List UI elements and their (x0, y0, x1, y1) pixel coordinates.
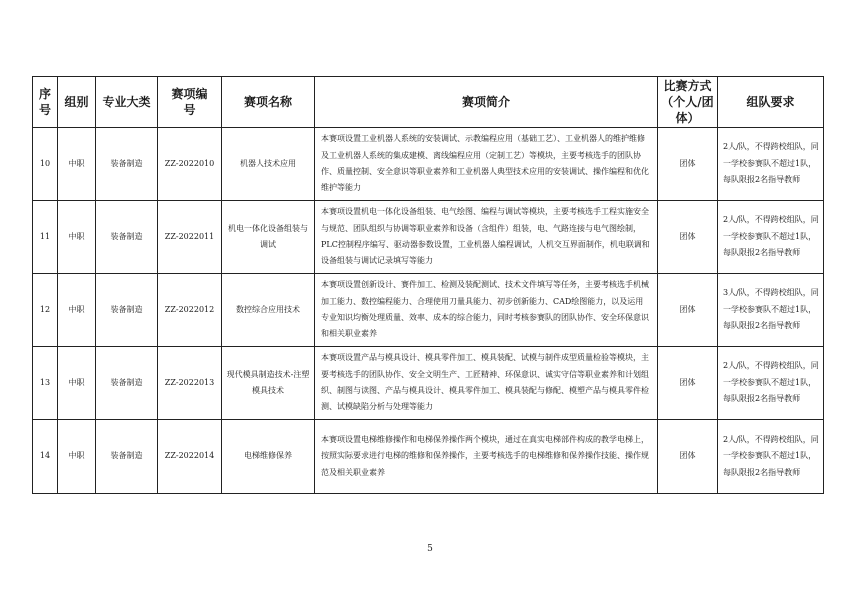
table-row (33, 347, 824, 420)
table-row (33, 274, 824, 347)
header-intro: 赛项简介 (315, 77, 658, 128)
cell-name: 数控综合应用技术 (222, 274, 315, 347)
cell-code: ZZ-2022012 (158, 274, 222, 347)
cell-major: 装备制造 (96, 128, 158, 201)
cell-mode: 团体 (658, 347, 718, 420)
header-team: 组队要求 (718, 77, 824, 128)
cell-name: 电梯维修保养 (222, 420, 315, 494)
cell-code: ZZ-2022010 (158, 128, 222, 201)
competition-table-wrapper (32, 76, 824, 494)
cell-group: 中职 (58, 128, 96, 201)
table-row (33, 420, 824, 494)
cell-team: 3人/队，不得跨校组队，同一学校参赛队不超过1队，每队限报2名指导教师 (718, 274, 824, 347)
cell-intro: 本赛项设置工业机器人系统的安装调试、示教编程应用（基础工艺）、工业机器人的维护维修及工业机器人系统的集成建模、离线编程应用（定制工艺）等模块，主要考核选手的团队协作、质量控制、安全意识等职业素养和工业机器人典型技术应用的安装调试、操作编程和优化维护等能力 (315, 128, 658, 201)
page-number: 5 (427, 544, 433, 554)
cell-group: 中职 (58, 274, 96, 347)
cell-mode: 团体 (658, 201, 718, 274)
cell-group: 中职 (58, 347, 96, 420)
cell-group: 中职 (58, 201, 96, 274)
cell-intro: 本赛项设置电梯维修操作和电梯保养操作两个模块，通过在真实电梯部件构成的教学电梯上，按照实际要求进行电梯的维修和保养操作，主要考核选手的电梯维修和保养操作技能、操作规范及相关职业素养 (315, 420, 658, 494)
cell-major: 装备制造 (96, 201, 158, 274)
header-name: 赛项名称 (222, 77, 315, 128)
cell-seq: 14 (33, 420, 58, 494)
cell-major: 装备制造 (96, 420, 158, 494)
table-header-row (33, 77, 824, 128)
header-group: 组别 (58, 77, 96, 128)
cell-code: ZZ-2022013 (158, 347, 222, 420)
cell-team: 2人/队，不得跨校组队，同一学校参赛队不超过1队，每队限报2名指导教师 (718, 201, 824, 274)
cell-major: 装备制造 (96, 347, 158, 420)
cell-seq: 13 (33, 347, 58, 420)
cell-seq: 11 (33, 201, 58, 274)
cell-team: 2人/队，不得跨校组队，同一学校参赛队不超过1队，每队限报2名指导教师 (718, 420, 824, 494)
cell-name: 机电一体化设备组装与调试 (222, 201, 315, 274)
cell-name: 机器人技术应用 (222, 128, 315, 201)
header-mode: 比赛方式（个人/团体） (658, 77, 718, 128)
cell-mode: 团体 (658, 420, 718, 494)
cell-intro: 本赛项设置产品与模具设计、模具零件加工、模具装配、试模与制件成型质量检验等模块，主要考核选手的团队协作、安全文明生产、工匠精神、环保意识、诚实守信等职业素养和计划组织、制图与读图、产品与模具设计、模具零件加工、模具装配与修配、模塑产品与模具零件检测、试模缺陷分析与处理等能力 (315, 347, 658, 420)
cell-intro: 本赛项设置创新设计、赛件加工、检测及装配测试、技术文件填写等任务，主要考核选手机械加工能力、数控编程能力、合理使用刀量具能力、初步创新能力、CAD绘图能力，以及运用专业知识均衡处理质量、效率、成本的综合能力，同时考核参赛队的团队协作、安全环保意识和相关职业素养 (315, 274, 658, 347)
table-row (33, 128, 824, 201)
cell-code: ZZ-2022011 (158, 201, 222, 274)
cell-major: 装备制造 (96, 274, 158, 347)
cell-name: 现代模具制造技术-注塑模具技术 (222, 347, 315, 420)
cell-intro: 本赛项设置机电一体化设备组装、电气绘图、编程与调试等模块，主要考核选手工程实施安全与规范、团队组织与协调等职业素养和设备（含组件）组装，电、气路连接与电气图绘制，PLC控制程序编写、驱动器参数设置，工业机器人编程调试，人机交互界面制作，机电联调和设备组装与调试记录填写等能力 (315, 201, 658, 274)
cell-team: 2人/队，不得跨校组队，同一学校参赛队不超过1队，每队限报2名指导教师 (718, 347, 824, 420)
table-row (33, 201, 824, 274)
cell-seq: 12 (33, 274, 58, 347)
header-code: 赛项编号 (158, 77, 222, 128)
cell-code: ZZ-2022014 (158, 420, 222, 494)
header-seq: 序号 (33, 77, 58, 128)
cell-seq: 10 (33, 128, 58, 201)
header-major: 专业大类 (96, 77, 158, 128)
cell-mode: 团体 (658, 274, 718, 347)
cell-mode: 团体 (658, 128, 718, 201)
cell-team: 2人/队，不得跨校组队，同一学校参赛队不超过1队，每队限报2名指导教师 (718, 128, 824, 201)
cell-group: 中职 (58, 420, 96, 494)
competition-table (32, 76, 824, 494)
